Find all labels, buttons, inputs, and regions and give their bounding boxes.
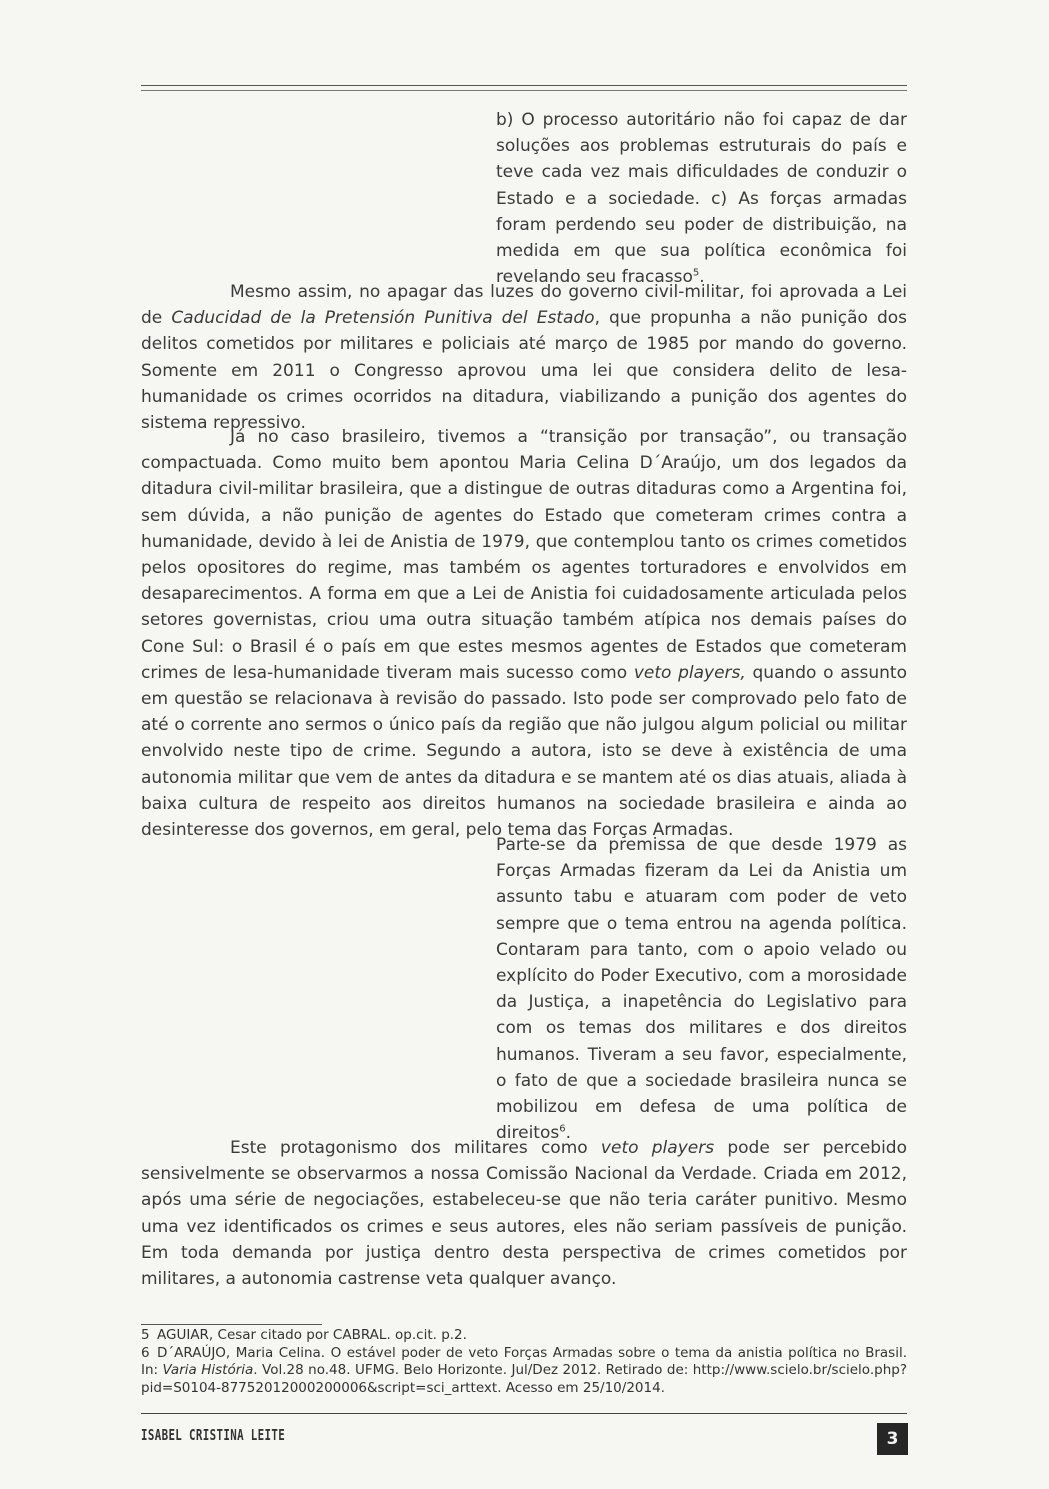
paragraph-3	[141, 1135, 907, 1292]
paragraph-1-italic: Caducidad de la Pretensión Punitiva del Estado	[171, 308, 595, 329]
footnotes	[141, 1327, 907, 1397]
footnote-ref-5[interactable]: 5	[692, 267, 700, 279]
block-quote-1-end: .	[699, 267, 705, 288]
footer-author: ISABEL CRISTINA LEITE	[141, 1426, 286, 1444]
header-rule-thin	[141, 90, 907, 91]
footnote-6-text-b[interactable]: . Vol.28 no.48. UFMG. Belo Horizonte. Jul/Dez 2012. Retirado de: http://www.scielo.br/scielo.php?pid=S0104-87752012000200006&script=sci_arttext. Acesso em 25/10/2014.	[141, 1362, 907, 1396]
paragraph-2	[141, 424, 907, 843]
paragraph-3-italic: veto players	[600, 1138, 715, 1158]
paragraph-1-text-b: , que propunha a não punição dos delitos cometidos por militares e policiais até março de 1985 por mando do governo. Somente em 2011 o Congresso aprovou uma lei que considera delito de lesa-humanidade os crimes ocorridos na ditadura, viabilizando a punição dos agentes do sistema repressivo.	[141, 308, 907, 434]
block-quote-1	[496, 107, 907, 290]
block-quote-2-end: .	[565, 1123, 572, 1144]
footer-rule	[141, 1413, 907, 1414]
paragraph-2-text-b: quando o assunto em questão se relacionava à revisão do passado. Isto pode ser comprovado pelo fato de até o corrente ano sermos o único país da região que não julgou algum policial ou militar envolvido neste tipo de crime. Segundo a autora, isto se deve à existência de uma autonomia militar que vem de antes da ditadura e se mantem até os dias atuais, aliada à baixa cultura de respeito aos direitos humanos na sociedade brasileira e ainda ao desinteresse dos governos, em geral, pelo tema das Forças Armadas.	[141, 662, 907, 841]
footnote-separator	[141, 1324, 322, 1325]
paragraph-2-text-a: Já no caso brasileiro, tivemos a “transição por transação”, ou transação compactuada. Como muito bem apontou Maria Celina D´Araújo, um dos legados da ditadura civil-militar brasileira, que a distingue de outras ditaduras como a Argentina foi, sem dúvida, a não punição de agentes do Estado que cometeram crimes contra a humanidade, devido à lei de Anistia de 1979, que contemplou tanto os crimes cometidos pelos opositores do regime, mas também os agentes torturadores e envolvidos em desaparecimentos. A forma em que a Lei de Anistia foi cuidadosamente articulada pelos setores governistas, criou uma outra situação também atípica nos demais países do Cone Sul: o Brasil é o país em que estes mesmos agentes de Estados que cometeram crimes de lesa-humanidade tiveram mais sucesso como	[141, 427, 907, 683]
footnote-6-text-a: D´ARAÚJO, Maria Celina. O estável poder de veto Forças Armadas sobre o tema da anistia política no Brasil. In:	[141, 1344, 907, 1379]
paragraph-1	[141, 279, 907, 436]
block-quote-2	[496, 832, 907, 1146]
footnote-ref-6[interactable]: 6	[559, 1123, 566, 1135]
paragraph-2-italic: veto players,	[633, 662, 746, 683]
block-quote-1-text: b) O processo autoritário não foi capaz de dar soluções aos problemas estruturais do país e teve cada vez mais dificuldades de conduzir o Estado e a sociedade. c) As forças armadas foram perdendo seu poder de distribuição, na medida em que sua política econômica foi revelando seu fracasso	[496, 110, 907, 288]
footnote-5-text: AGUIAR, Cesar citado por CABRAL. op.cit. p.2.	[157, 1327, 467, 1343]
block-quote-2-text: Parte-se da premissa de que desde 1979 as Forças Armadas fizeram da Lei da Anistia um assunto tabu e atuaram com poder de veto sempre que o tema entrou na agenda política. Contaram para tanto, com o apoio velado ou explícito do Poder Executivo, com a morosidade da Justiça, a inapetência do Legislativo para com os temas dos militares e dos direitos humanos. Tiveram a seu favor, especialmente, o fato de que a sociedade brasileira nunca se mobilizou em defesa de uma política de direitos	[496, 835, 907, 1144]
paragraph-1-text-a: Mesmo assim, no apagar das luzes do governo civil-militar, foi aprovada a Lei de	[141, 282, 907, 329]
footnote-5-number: 5	[141, 1327, 150, 1343]
header-rule-thick	[141, 85, 907, 86]
footnote-5	[141, 1327, 907, 1345]
paragraph-3-text-a: Este protagonismo dos militares como	[230, 1138, 601, 1158]
footnote-6	[141, 1345, 907, 1398]
footnote-6-number: 6	[141, 1344, 150, 1361]
page-number: 3	[877, 1423, 908, 1455]
paragraph-3-text-b: pode ser percebido sensivelmente se observarmos a nossa Comissão Nacional da Verdade. Criada em 2012, após uma série de negociações, estabeleceu-se que não teria caráter punitivo. Mesmo uma vez identificados os crimes e seus autores, eles não seriam passíveis de punição. Em toda demanda por justiça dentro desta perspectiva de crimes cometidos por militares, a autonomia castrense veta qualquer avanço.	[141, 1138, 907, 1290]
footnote-6-italic: Varia História	[162, 1362, 254, 1379]
